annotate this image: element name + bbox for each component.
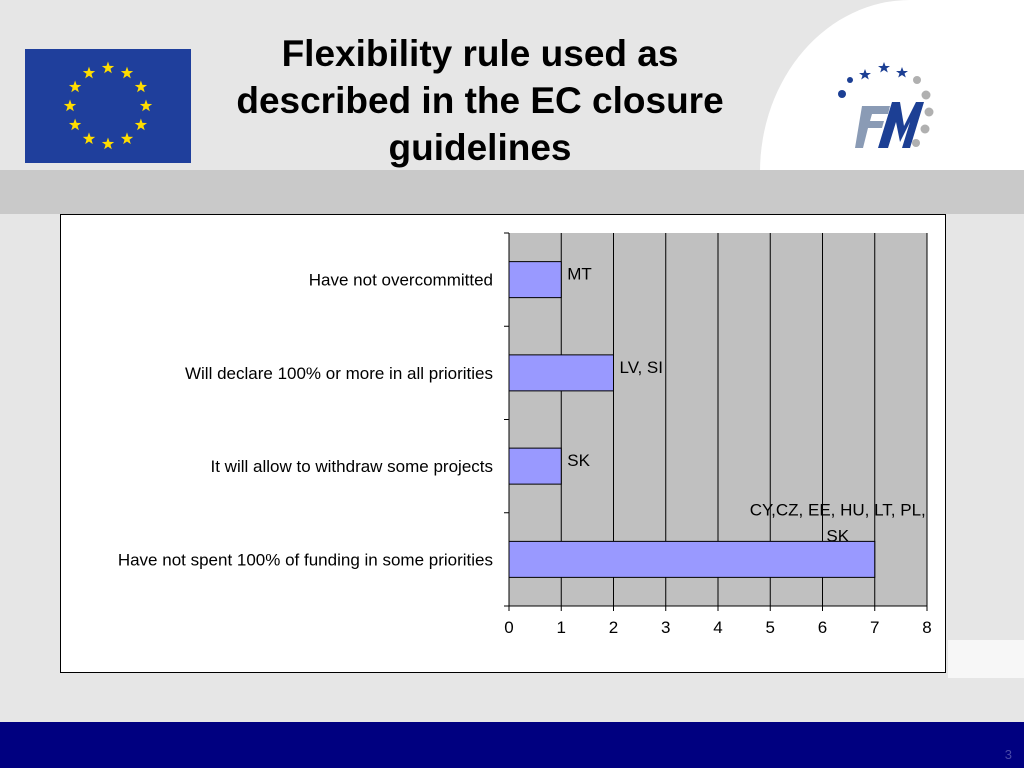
bar [509,262,561,298]
x-tick-label: 2 [608,618,619,637]
flag-star-icon [135,81,147,93]
data-label: MT [567,264,592,284]
data-label: SK [567,451,590,471]
x-tick-label: 0 [504,618,514,637]
x-tick-label: 1 [556,618,566,637]
x-tick-label: 5 [765,618,775,637]
x-tick-label: 7 [870,618,880,637]
x-tick-label: 8 [922,618,932,637]
data-label-line: CY,CZ, EE, HU, LT, PL, [749,500,926,520]
data-label-line: SK [826,526,850,546]
page-number: 3 [1004,747,1012,762]
eu-flag-logo [25,49,191,163]
flag-star-icon [121,67,133,79]
flag-star-icon [64,100,76,112]
x-tick-label: 3 [661,618,671,637]
fm-logo [828,56,938,156]
chart-frame [60,214,946,673]
category-label: It will allow to withdraw some projects [210,457,493,477]
flag-star-icon [102,138,114,150]
flag-star-icon [69,81,81,93]
bar-chart [61,215,945,672]
category-label: Have not overcommitted [308,270,493,290]
flag-star-icon [83,67,95,79]
x-tick-label: 6 [817,618,828,637]
header-band [0,170,1024,214]
x-tick-label: 4 [713,618,723,637]
data-label: LV, SI [619,357,663,377]
flag-star-icon [121,132,133,144]
flag-star-icon [135,119,147,131]
category-label: Will declare 100% or more in all priorities [184,363,493,383]
slide-title: Flexibility rule used as described in the EC closure guidelines [236,33,724,168]
bar [509,448,561,484]
flag-star-icon [102,62,114,74]
flag-star-icon [69,119,81,131]
category-label: Have not spent 100% of funding in some priorities [117,550,493,570]
flag-star-icon [83,132,95,144]
footer-bar [0,722,1024,768]
flag-star-icon [140,100,152,112]
bar [509,541,875,577]
bar [509,355,614,391]
side-panel [948,214,1024,640]
side-panel-light [948,640,1024,678]
